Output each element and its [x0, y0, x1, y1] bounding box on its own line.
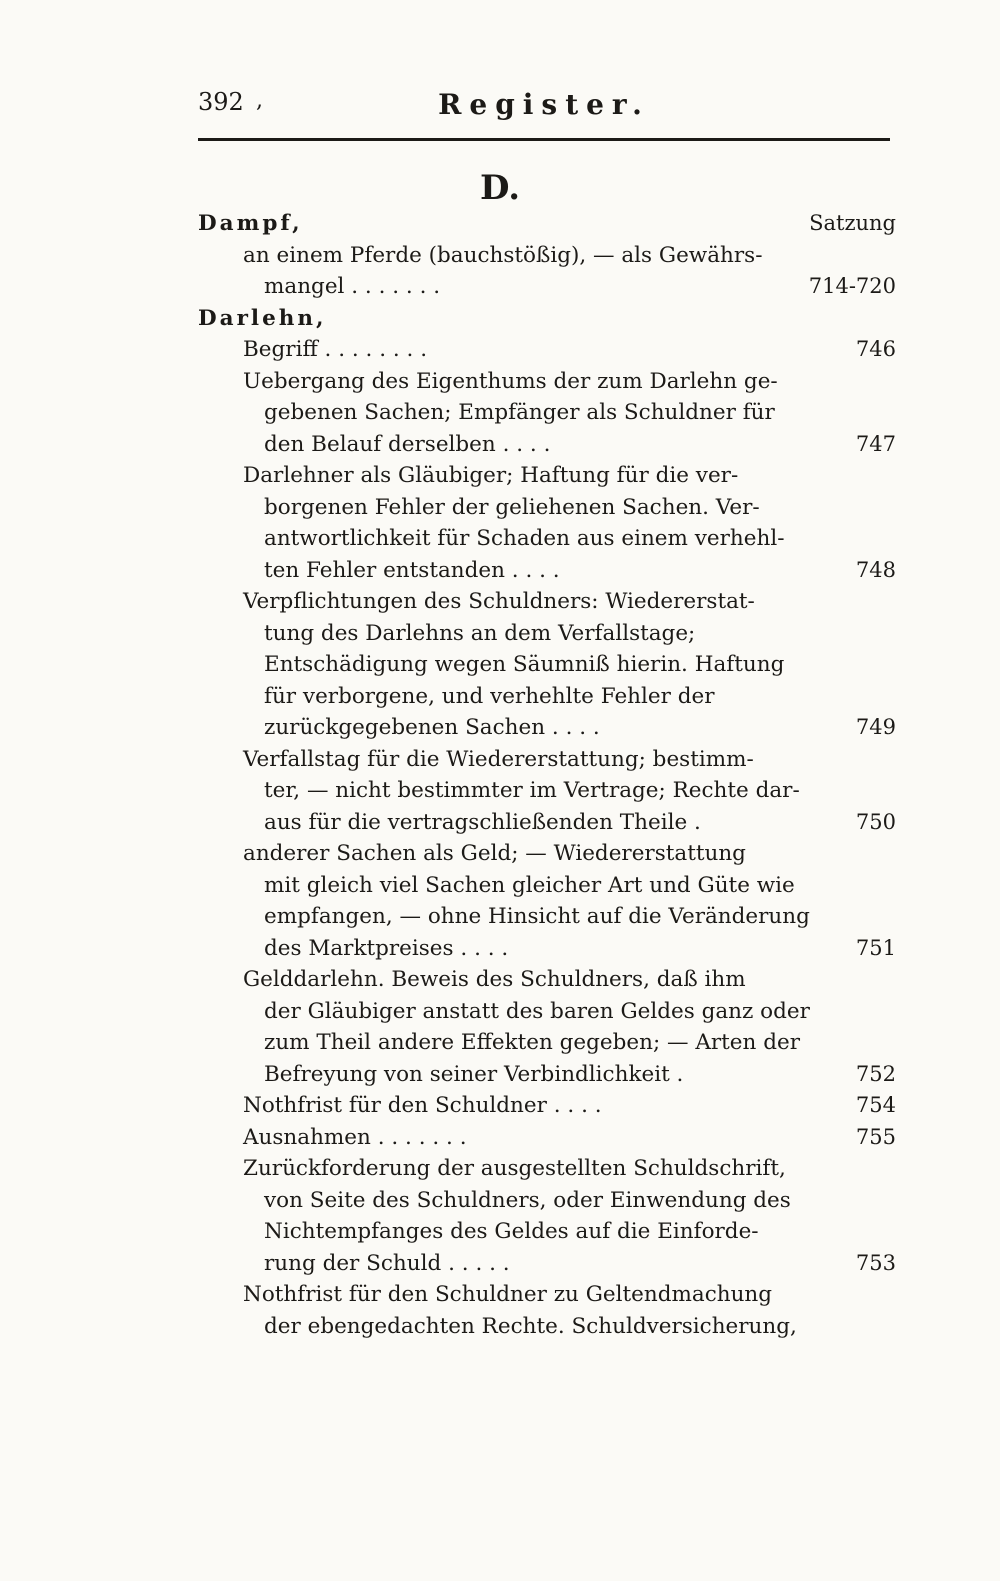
index-entry-line — [198, 460, 898, 492]
stray-mark: , — [256, 88, 263, 113]
entry-text: Darlehn, — [198, 305, 327, 331]
entry-page-reference: 746 — [855, 337, 896, 361]
entry-text: Verpflichtungen des Schuldners: Wiedererstat- — [243, 589, 755, 614]
index-entry-line — [198, 1216, 898, 1248]
entry-page-reference: 747 — [855, 431, 896, 456]
index-entry-line — [198, 334, 898, 366]
index-entry-line — [198, 996, 898, 1028]
entry-text: von Seite des Schuldners, oder Einwendung des — [264, 1187, 791, 1213]
entry-text: ten Fehler entstanden . . . . — [264, 557, 560, 583]
entry-text: der Gläubiger anstatt des baren Geldes ganz oder — [264, 998, 810, 1024]
index-entry-line — [198, 681, 898, 713]
entry-text: den Belauf derselben . . . . — [264, 431, 551, 457]
entry-text: Nichtempfanges des Geldes auf die Einforde- — [264, 1219, 759, 1244]
page-header — [198, 88, 890, 128]
entry-text: Gelddarlehn. Beweis des Schuldners, daß ihm — [243, 967, 746, 992]
index-heading-line — [198, 208, 898, 240]
index-entry-line — [198, 1185, 898, 1217]
entry-text: für verborgene, und verhehlte Fehler der — [264, 683, 715, 709]
header-rule — [198, 138, 890, 141]
entry-text: ter, — nicht bestimmter im Vertrage; Rechte dar- — [264, 778, 800, 803]
entry-text: Uebergang des Eigenthums der zum Darlehn ge- — [243, 368, 778, 394]
index-entry-line — [198, 523, 898, 555]
entry-text: Entschädigung wegen Säumniß hierin. Haftung — [264, 652, 785, 677]
index-entry-line — [198, 838, 898, 870]
entry-page-reference: 751 — [855, 935, 896, 960]
entry-text: Verfallstag für die Wiedererstattung; bestimm- — [243, 746, 754, 772]
entry-text: Dampf, — [198, 211, 303, 236]
index-entry-line — [198, 1153, 898, 1185]
entry-text: der ebengedachten Rechte. Schuldversicherung, — [264, 1313, 797, 1339]
entry-page-reference: 748 — [855, 557, 896, 582]
entry-page-reference: 754 — [855, 1093, 896, 1117]
entry-text: rung der Schuld . . . . . — [264, 1250, 510, 1276]
entry-text: mit gleich viel Sachen gleicher Art und Güte wie — [264, 872, 795, 898]
entry-text: aus für die vertragschließenden Theile . — [264, 809, 701, 835]
index-heading-line — [198, 303, 898, 335]
entry-page-reference: 750 — [855, 809, 896, 834]
entry-text: an einem Pferde (bauchstößig), — als Gewährs- — [243, 242, 763, 268]
entry-text: tung des Darlehns an dem Verfallstage; — [264, 620, 696, 646]
index-entry-line — [198, 240, 898, 272]
entry-text: des Marktpreises . . . . — [264, 935, 509, 961]
entry-text: empfangen, — ohne Hinsicht auf die Veränderung — [264, 904, 810, 929]
index-entry-line — [198, 901, 898, 933]
page-number: 392 — [198, 88, 244, 116]
entry-text: Nothfrist für den Schuldner . . . . — [243, 1093, 602, 1118]
index-entry-line — [198, 649, 898, 681]
index-entry-line — [198, 366, 898, 398]
entry-page-reference: 755 — [855, 1124, 896, 1149]
index-entry-line — [198, 555, 898, 587]
index-entry-line — [198, 397, 898, 429]
index-entry-line — [198, 429, 898, 461]
entry-text: Befreyung von seiner Verbindlichkeit . — [264, 1061, 684, 1087]
entry-text: Begriff . . . . . . . . — [243, 337, 428, 362]
index-entry-line — [198, 1122, 898, 1154]
entry-page-reference: 752 — [855, 1061, 896, 1086]
entry-page-reference: 749 — [855, 715, 896, 739]
entry-text: gebenen Sachen; Empfänger als Schuldner für — [264, 400, 775, 425]
index-entry-line — [198, 712, 898, 744]
index-entry-line — [198, 586, 898, 618]
index-entry-line — [198, 1279, 898, 1311]
entry-text: zurückgegebenen Sachen . . . . — [264, 715, 600, 740]
entry-text: Nothfrist für den Schuldner zu Geltendmachung — [243, 1282, 773, 1307]
entry-text: antwortlichkeit für Schaden aus einem verhehl- — [264, 526, 785, 551]
entry-text: Ausnahmen . . . . . . . — [243, 1124, 467, 1150]
running-title: Register. — [438, 88, 650, 121]
entry-text: Darlehner als Gläubiger; Haftung für die ver- — [243, 463, 739, 488]
section-letter: D. — [479, 168, 521, 208]
index-entry-line — [198, 744, 898, 776]
index-entry-line — [198, 1248, 898, 1280]
index-entry-line — [198, 1027, 898, 1059]
index-entry-line — [198, 1090, 898, 1122]
index-entry-line — [198, 618, 898, 650]
entry-text: Zurückforderung der ausgestellten Schuldschrift, — [243, 1156, 786, 1181]
entry-text: zum Theil andere Effekten gegeben; — Arten der — [264, 1030, 800, 1055]
index-entry-line — [198, 933, 898, 965]
index-entry-line — [198, 1059, 898, 1091]
entry-text: anderer Sachen als Geld; — Wiedererstattung — [243, 841, 746, 866]
index-entry-line — [198, 271, 898, 303]
entry-text: mangel . . . . . . . — [264, 274, 441, 299]
index-entry-line — [198, 807, 898, 839]
entry-page-reference: Satzung — [809, 211, 896, 235]
index-entries — [198, 208, 898, 1342]
entry-page-reference: 753 — [855, 1250, 896, 1275]
index-entry-line — [198, 775, 898, 807]
index-entry-line — [198, 1311, 898, 1343]
index-entry-line — [198, 492, 898, 524]
index-entry-line — [198, 964, 898, 996]
entry-text: borgenen Fehler der geliehenen Sachen. Ver- — [264, 494, 760, 520]
index-entry-line — [198, 870, 898, 902]
entry-page-reference: 714-720 — [808, 274, 896, 298]
